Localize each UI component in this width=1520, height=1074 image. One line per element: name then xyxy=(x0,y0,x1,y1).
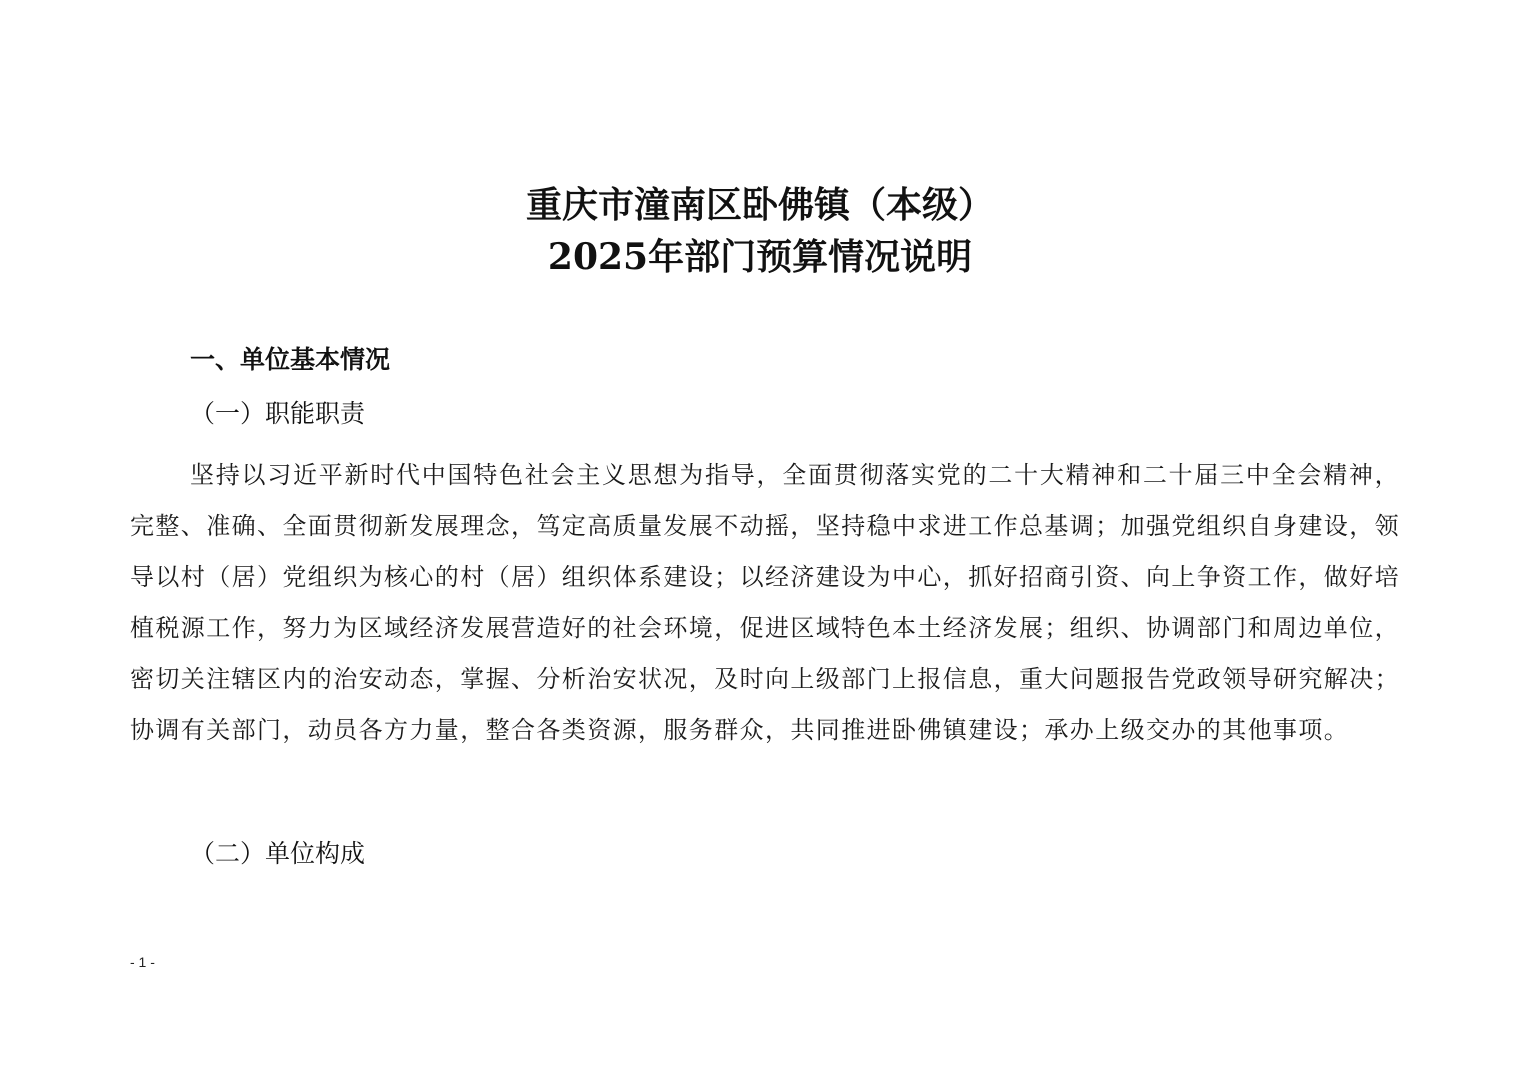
section-heading-unit-basic-info: 一、单位基本情况 xyxy=(190,345,391,374)
subsection-heading-functions: （一）职能职责 xyxy=(190,399,366,428)
subsection-heading-unit-composition: （二）单位构成 xyxy=(190,839,366,868)
page-number: - 1 - xyxy=(130,954,155,970)
document-title-line1: 重庆市潼南区卧佛镇（本级） xyxy=(525,184,994,226)
document-title-line2: 2025年部门预算情况说明 xyxy=(547,236,973,278)
functions-paragraph: 坚持以习近平新时代中国特色社会主义思想为指导，全面贯彻落实党的二十大精神和二十届三中全会精神，完整、准确、全面贯彻新发展理念，笃定高质量发展不动摇，坚持稳中求进工作总基调；加强党组织自身建设，领导以村（居）党组织为核心的村（居）组织体系建设；以经济建设为中心，抓好招商引资、向上争资工作，做好培植税源工作，努力为区域经济发展营造好的社会环境，促进区域特色本土经济发展；组织、协调部门和周边单位，密切关注辖区内的治安动态，掌握、分析治安状况，及时向上级部门上报信息，重大问题报告党政领导研究解决；协调有关部门，动员各方力量，整合各类资源，服务群众，共同推进卧佛镇建设；承办上级交办的其他事项。 xyxy=(130,461,1400,744)
